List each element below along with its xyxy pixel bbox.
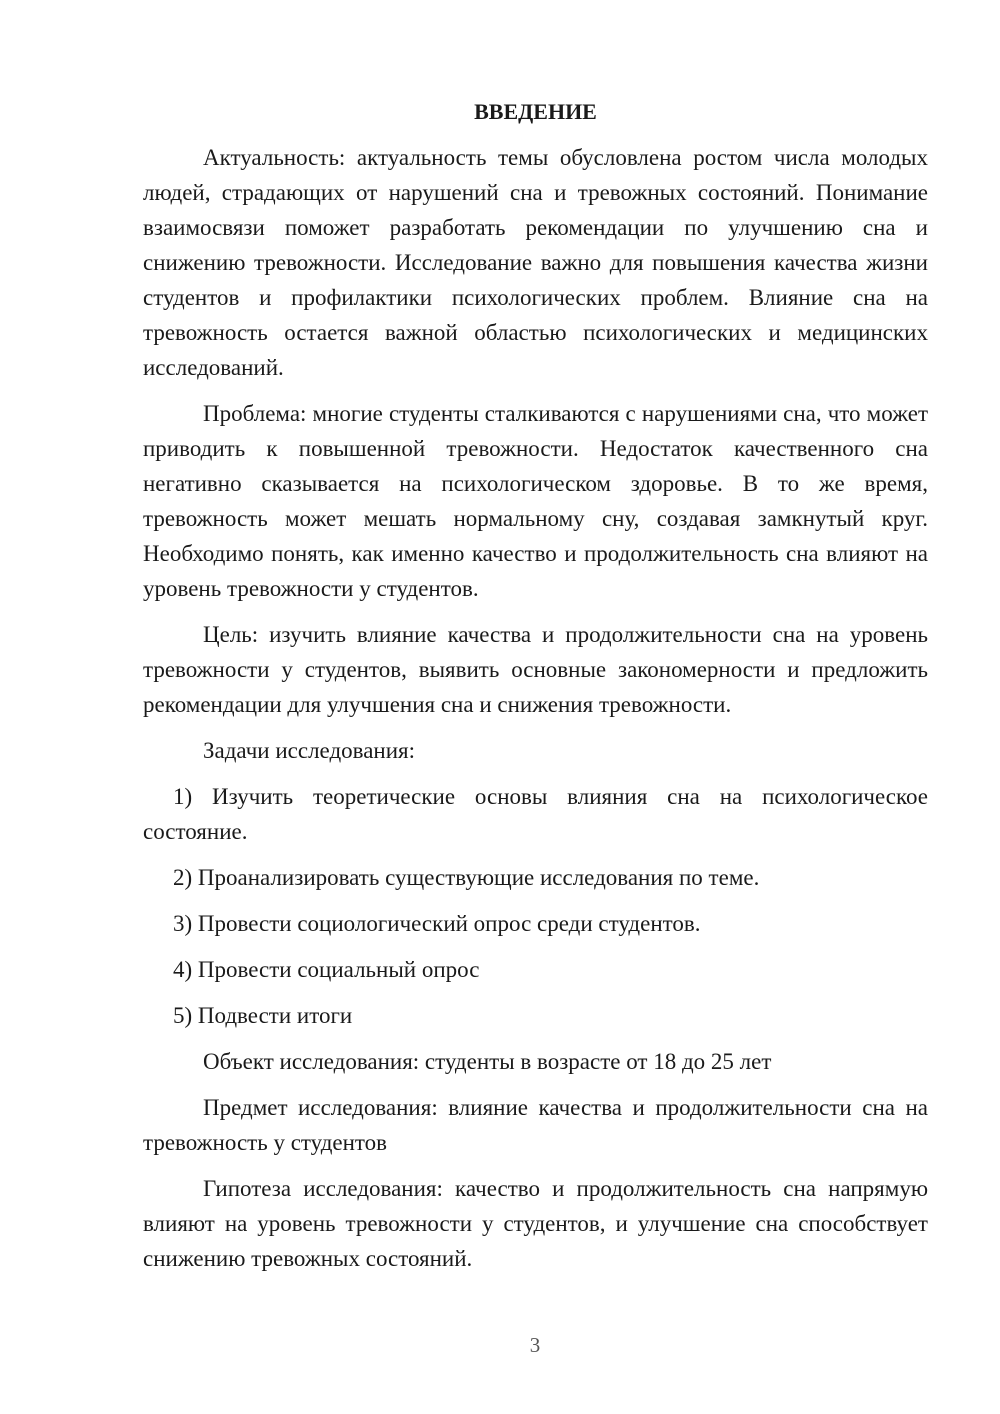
object-paragraph: Объект исследования: студенты в возрасте от 18 до 25 лет	[203, 1049, 772, 1074]
hypothesis-paragraph: Гипотеза исследования: качество и продолжительность сна напрямую влияют на уровень тревожности у студентов, и улучшение сна способствует снижению тревожных состояний.	[143, 1176, 928, 1271]
task-item-3: 3) Провести социологический опрос среди студентов.	[173, 911, 701, 936]
goal-paragraph: Цель: изучить влияние качества и продолжительности сна на уровень тревожности у студентов, выявить основные закономерности и предложить рекомендации для улучшения сна и снижения тревожности.	[143, 622, 928, 717]
task-item-5: 5) Подвести итоги	[173, 1003, 353, 1028]
relevance-paragraph: Актуальность: актуальность темы обусловлена ростом числа молодых людей, страдающих от нарушений сна и тревожных состояний. Понимание взаимосвязи поможет разработать рекомендации по улучшению сна и снижению тревожности. Исследование важно для повышения качества жизни студентов и профилактики психологических проблем. Влияние сна на тревожность остается важной областью психологических и медицинских исследований.	[143, 145, 928, 380]
tasks-heading: Задачи исследования:	[203, 738, 416, 763]
section-title: ВВЕДЕНИЕ	[474, 99, 597, 124]
task-item-2: 2) Проанализировать существующие исследования по теме.	[173, 865, 760, 890]
subject-paragraph: Предмет исследования: влияние качества и продолжительности сна на тревожность у студентов	[143, 1095, 928, 1155]
task-item-4: 4) Провести социальный опрос	[173, 957, 480, 982]
problem-paragraph: Проблема: многие студенты сталкиваются с нарушениями сна, что может приводить к повышенной тревожности. Недостаток качественного сна негативно сказывается на психологическом здоровье. В то же время, тревожность может мешать нормальному сну, создавая замкнутый круг. Необходимо понять, как именно качество и продолжительность сна влияют на уровень тревожности у студентов.	[143, 401, 928, 601]
page-number: 3	[529, 1333, 541, 1357]
document-body	[143, 94, 928, 1276]
task-item-1: 1) Изучить теоретические основы влияния сна на психологическое состояние.	[143, 784, 928, 844]
